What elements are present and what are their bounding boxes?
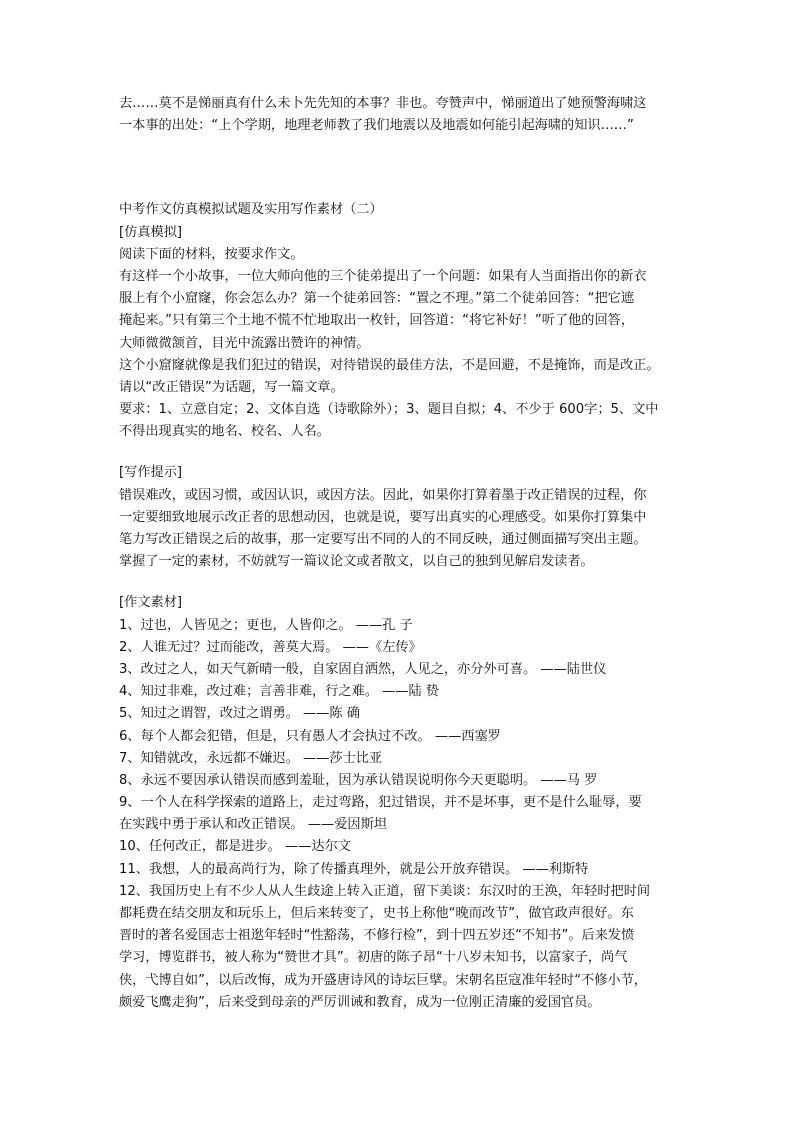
spacer (119, 573, 679, 592)
paragraph-line: 大师微微颔首，目光中流露出赞许的神情。 (119, 335, 370, 351)
paragraph-line: 错误难改，或因习惯，或因认识，或因方法。因此，如果你打算着墨于改正错误的过程，你 (119, 487, 647, 503)
list-item: 4、知过非难，改过难；言善非难，行之难。 ——陆 贽 (119, 684, 440, 700)
paragraph-line: 要求：1、立意自定；2、文体自选（诗歌除外）；3、题目自拟；4、不少于 600字；5、文中 (119, 402, 659, 418)
document-page (119, 93, 679, 1014)
intro-line: 去……莫不是悌丽真有什么未卜先先知的本事？非也。夸赞声中，悌丽道出了她预警海啸这 (119, 96, 647, 111)
list-item: 1、过也，人皆见之；更也，人皆仰之。 ——孔 子 (119, 617, 413, 633)
paragraph-line: 一定要细致地展示改正者的思想动因，也就是说，要写出真实的心理感受。如果你打算集中 (119, 509, 647, 525)
list-item: 6、每个人都会犯错，但是，只有愚人才会执过不改。 ——西塞罗 (119, 728, 501, 744)
intro-line: 一本事的出处：“上个学期，地理老师教了我们地震以及地震如何能引起海啸的知识……” (119, 118, 634, 134)
list-item: 晋时的著名爱国志士祖逖年轻时“性豁荡，不修行检”，到十四五岁还“不知书”。后来发愤 (119, 928, 635, 944)
paragraph-line: 笔力写改正错误之后的故事，那一定要写出不同的人的不同反映，通过侧面描写突出主题。 (119, 532, 647, 547)
paragraph-line: 服上有个小窟窿，你会怎么办？第一个徒弟回答：“置之不理。”第二个徒弟回答：“把它遮 (119, 291, 635, 307)
document-title: 中考作文仿真模拟试题及实用写作素材（二） (119, 202, 383, 218)
section-heading-hints: [写作提示] (119, 465, 183, 481)
paragraph-line: 阅读下面的材料，按要求作文。 (119, 246, 304, 262)
list-item: 3、改过之人，如天气新晴一般，自家固自洒然，人见之，亦分外可喜。 ——陆世仪 (119, 661, 607, 677)
list-item: 9、一个人在科学探索的道路上，走过弯路，犯过错误，并不是坏事，更不是什么耻辱，要 (119, 795, 642, 811)
paragraph-line: 不得出现真实的地名、校名、人名。 (119, 424, 330, 440)
spacer (119, 443, 679, 462)
list-item: 2、人谁无过？过而能改，善莫大焉。 ——《左传》 (119, 639, 422, 655)
list-item: 颇爱飞鹰走狗”，后来受到母亲的严厉训诫和教育，成为一位刚正清廉的爱国官员。 (119, 994, 601, 1010)
list-item: 都耗费在结交朋友和玩乐上，但后来转变了，史书上称他“晚而改节”，做官政声很好。东 (119, 906, 634, 921)
list-item: 10、任何改正，都是进步。 ——达尔文 (119, 839, 351, 855)
paragraph-line: 有这样一个小故事，一位大师向他的三个徒弟提出了一个问题：如果有人当面指出你的新衣 (119, 268, 647, 284)
list-item: 12、我国历史上有不少人从人生歧途上转入正道，留下美谈：东汉时的王涣，年轻时把时间 (119, 883, 651, 899)
list-item: 侠，弋博自如”，以后改悔，成为开盛唐诗风的诗坛巨擘。宋朝名臣寇准年轻时“不修小节， (119, 972, 647, 988)
section-heading-simulation: [仿真模拟] (119, 224, 183, 240)
list-item: 学习，博览群书，被人称为“赞世才具”。初唐的陈子昂“十八岁未知书，以富家子，尚气 (119, 950, 628, 966)
list-item: 5、知过之谓智，改过之谓勇。 ——陈 确 (119, 706, 360, 722)
list-item: 11、我想，人的最高尚行为，除了传播真理外，就是公开放弃错误。 ——利斯特 (119, 861, 589, 877)
list-item: 7、知错就改，永远都不嫌迟。 ——莎士比亚 (119, 750, 383, 766)
section-heading-materials: [作文素材] (119, 595, 183, 611)
list-item: 在实践中勇于承认和改正错误。 ——爱因斯坦 (119, 817, 387, 833)
list-item: 8、永远不要因承认错误而感到羞耻，因为承认错误说明你今天更聪明。 ——马 罗 (119, 772, 598, 788)
spacer (119, 137, 679, 199)
paragraph-line: 这个小窟窿就像是我们犯过的错误，对待错误的最佳方法，不是回避，不是掩饰，而是改正。 (119, 357, 660, 373)
paragraph-line: 请以“改正错误”为话题，写一篇文章。 (119, 379, 344, 395)
paragraph-line: 掩起来。”只有第三个土地不慌不忙地取出一枚针，回答道：“将它补好！”听了他的回答， (119, 313, 635, 329)
paragraph-line: 掌握了一定的素材，不妨就写一篇议论文或者散文，以自己的独到见解启发读者。 (119, 554, 594, 570)
